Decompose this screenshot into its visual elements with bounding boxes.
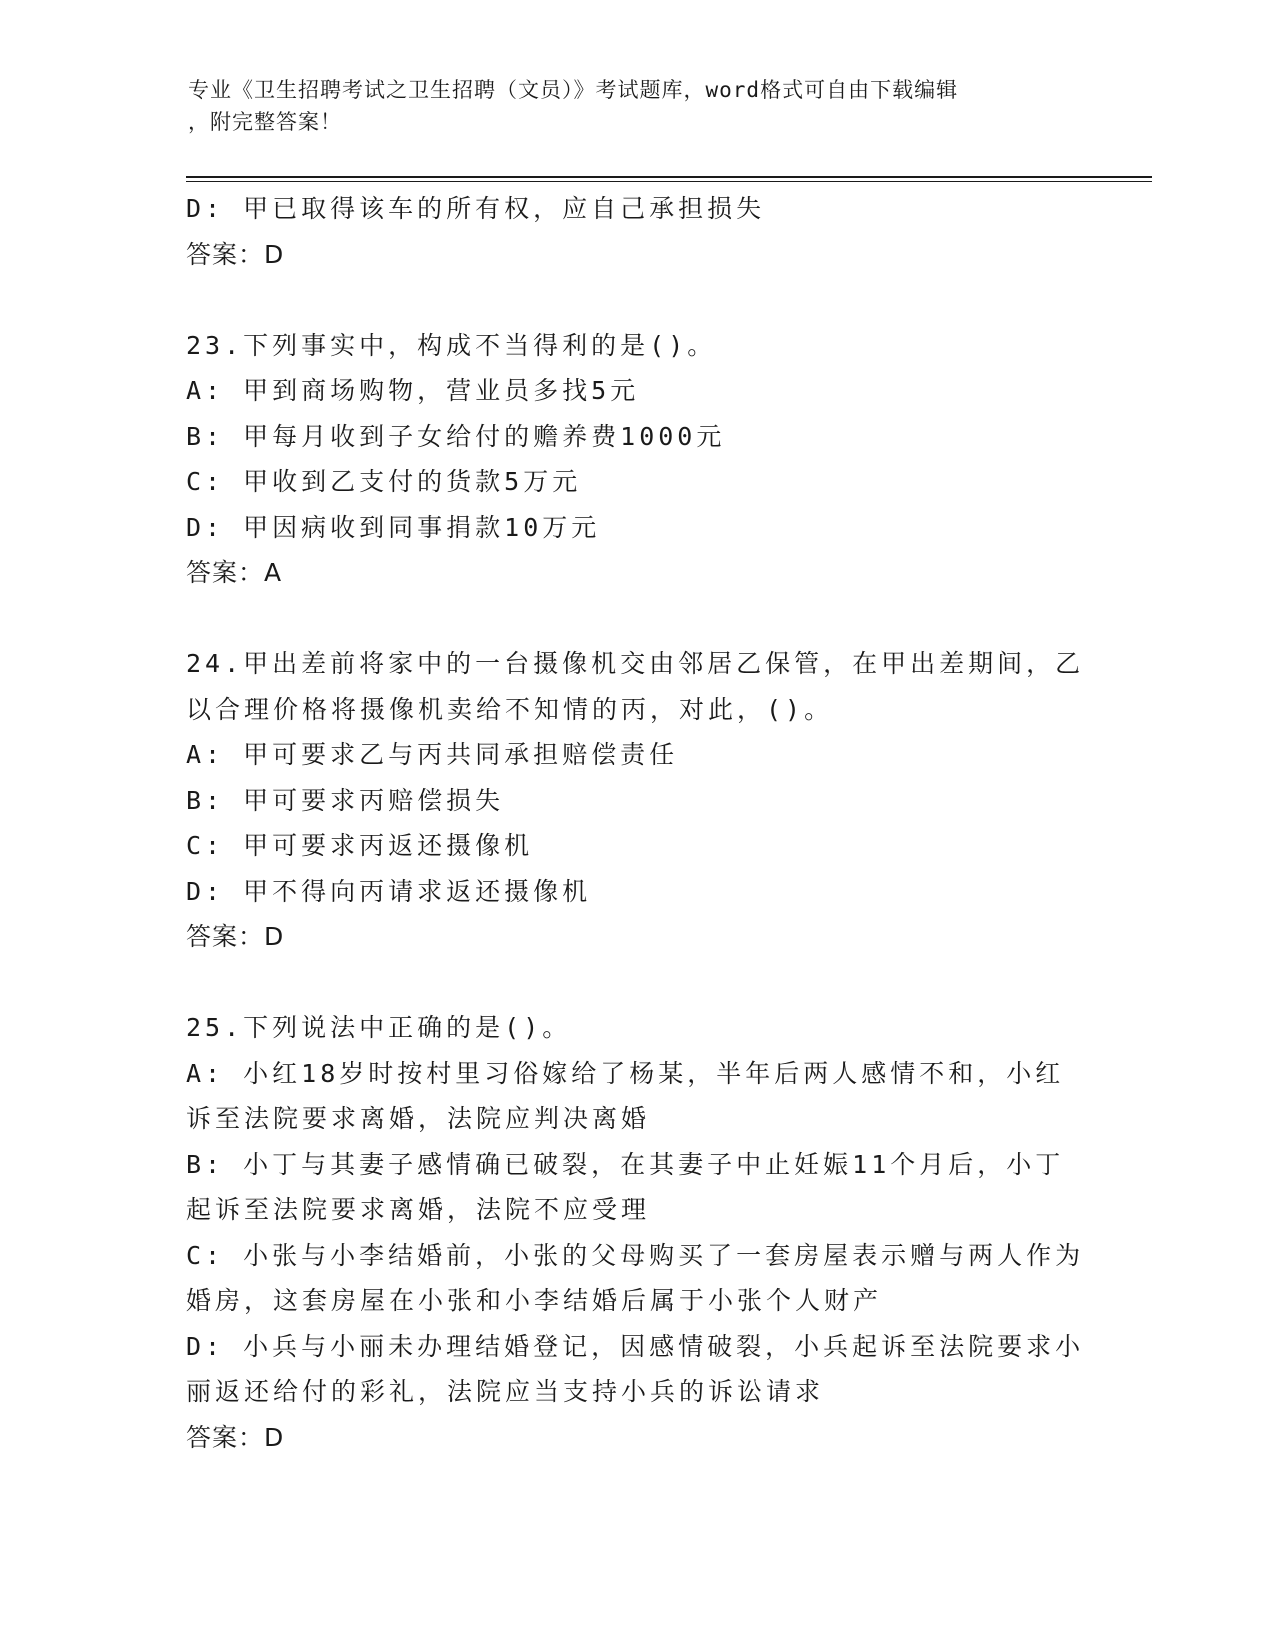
option-d: D: 甲因病收到同事捐款10万元 [186, 512, 601, 542]
prev-answer: 答案：D [186, 239, 285, 269]
header-divider-thin [186, 181, 1152, 182]
option-c-line-2: 婚房，这套房屋在小张和小李结婚后属于小张个人财产 [186, 1286, 883, 1315]
header-line-2: ，附完整答案！ [188, 110, 342, 134]
question-content [186, 186, 1086, 1460]
option-b: B: 甲每月收到子女给付的赡养费1000元 [186, 421, 726, 451]
document-header [188, 74, 1068, 138]
option-a: A: 甲可要求乙与丙共同承担赔偿责任 [186, 740, 679, 769]
option-c: C: 甲可要求丙返还摄像机 [186, 831, 534, 860]
option-d: D: 甲不得向丙请求返还摄像机 [186, 876, 592, 906]
question-stem-line: 25.下列说法中正确的是()。 [186, 1013, 572, 1042]
question-stem-line: 23.下列事实中，构成不当得利的是()。 [186, 330, 717, 360]
option-b: B: 甲可要求丙赔偿损失 [186, 785, 505, 815]
question-block [186, 323, 1086, 596]
prev-option-d: D: 甲已取得该车的所有权，应自己承担损失 [186, 194, 766, 223]
question-block [186, 1005, 1086, 1460]
spacer [186, 596, 1086, 642]
answer-line: 答案：D [186, 1422, 285, 1452]
option-c: C: 甲收到乙支付的货款5万元 [186, 467, 582, 496]
question-block [186, 641, 1086, 960]
answer-line: 答案：D [186, 922, 285, 951]
answer-line: 答案：A [186, 558, 283, 587]
option-a: A: 甲到商场购物，营业员多找5元 [186, 376, 640, 405]
spacer [186, 277, 1086, 323]
option-d-line-1: D: 小兵与小丽未办理结婚登记，因感情破裂，小兵起诉至法院要求小 [186, 1331, 1085, 1361]
option-d-line-2: 丽返还给付的彩礼，法院应当支持小兵的诉讼请求 [186, 1377, 825, 1406]
option-b-line-1: B: 小丁与其妻子感情确已破裂，在其妻子中止妊娠11个月后，小丁 [186, 1149, 1065, 1179]
option-a-line-1: A: 小红18岁时按村里习俗嫁给了杨某，半年后两人感情不和，小红 [186, 1058, 1065, 1088]
question-stem-line: 以合理价格将摄像机卖给不知情的丙，对此，()。 [186, 694, 834, 724]
header-divider [186, 176, 1152, 178]
question-stem-line: 24.甲出差前将家中的一台摄像机交由邻居乙保管，在甲出差期间，乙 [186, 649, 1085, 678]
spacer [186, 960, 1086, 1006]
header-line-1: 专业《卫生招聘考试之卫生招聘（文员）》考试题库，word格式可自由下载编辑 [188, 78, 959, 102]
option-a-line-2: 诉至法院要求离婚，法院应判决离婚 [186, 1104, 651, 1133]
option-b-line-2: 起诉至法院要求离婚，法院不应受理 [186, 1195, 651, 1224]
option-c-line-1: C: 小张与小李结婚前，小张的父母购买了一套房屋表示赠与两人作为 [186, 1240, 1085, 1270]
